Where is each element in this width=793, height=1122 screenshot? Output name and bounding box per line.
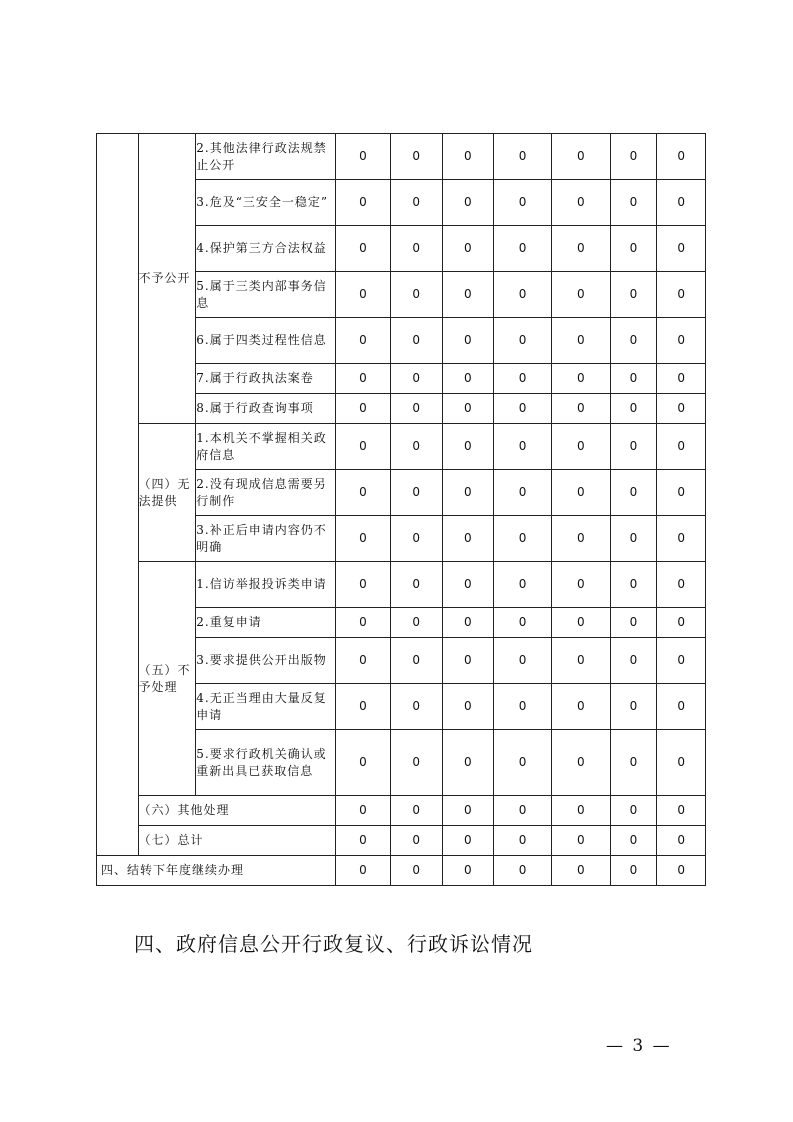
item-label: 7.属于行政执法案卷 bbox=[196, 364, 336, 394]
value-cell: 0 bbox=[390, 516, 442, 562]
value-cell: 0 bbox=[657, 684, 706, 730]
value-cell: 0 bbox=[336, 272, 391, 318]
item-label: 1.信访举报投诉类申请 bbox=[196, 562, 336, 608]
value-cell: 0 bbox=[610, 608, 657, 638]
value-cell: 0 bbox=[390, 318, 442, 364]
value-cell: 0 bbox=[610, 318, 657, 364]
value-cell: 0 bbox=[551, 796, 610, 826]
value-cell: 0 bbox=[442, 826, 494, 856]
table-row bbox=[97, 826, 706, 856]
value-cell: 0 bbox=[657, 470, 706, 516]
value-cell: 0 bbox=[336, 608, 391, 638]
value-cell: 0 bbox=[442, 226, 494, 272]
value-cell: 0 bbox=[336, 856, 391, 886]
value-cell: 0 bbox=[442, 470, 494, 516]
value-cell: 0 bbox=[657, 516, 706, 562]
value-cell: 0 bbox=[610, 796, 657, 826]
blank-column bbox=[97, 134, 139, 856]
value-cell: 0 bbox=[442, 180, 494, 226]
item-label: 4.保护第三方合法权益 bbox=[196, 226, 336, 272]
value-cell: 0 bbox=[442, 638, 494, 684]
value-cell: 0 bbox=[390, 856, 442, 886]
table-row bbox=[97, 424, 706, 470]
value-cell: 0 bbox=[336, 516, 391, 562]
item-label: 3.要求提供公开出版物 bbox=[196, 638, 336, 684]
item-label: 3.补正后申请内容仍不明确 bbox=[196, 516, 336, 562]
item-label: 8.属于行政查询事项 bbox=[196, 394, 336, 424]
value-cell: 0 bbox=[657, 608, 706, 638]
value-cell: 0 bbox=[657, 562, 706, 608]
value-cell: 0 bbox=[657, 796, 706, 826]
category-label: （四）无法提供 bbox=[138, 424, 196, 562]
value-cell: 0 bbox=[494, 134, 552, 180]
value-cell: 0 bbox=[442, 608, 494, 638]
value-cell: 0 bbox=[390, 272, 442, 318]
table-row bbox=[97, 856, 706, 886]
value-cell: 0 bbox=[657, 226, 706, 272]
summary-label: （六）其他处理 bbox=[138, 796, 336, 826]
value-cell: 0 bbox=[551, 134, 610, 180]
page-number: — 3 — bbox=[606, 1036, 672, 1056]
item-label: 5.属于三类内部事务信息 bbox=[196, 272, 336, 318]
value-cell: 0 bbox=[390, 134, 442, 180]
item-label: 5.要求行政机关确认或重新出具已获取信息 bbox=[196, 730, 336, 796]
statistics-table bbox=[96, 133, 706, 886]
item-label: 3.危及“三安全一稳定” bbox=[196, 180, 336, 226]
value-cell: 0 bbox=[336, 470, 391, 516]
value-cell: 0 bbox=[494, 318, 552, 364]
value-cell: 0 bbox=[494, 470, 552, 516]
value-cell: 0 bbox=[610, 272, 657, 318]
value-cell: 0 bbox=[610, 516, 657, 562]
value-cell: 0 bbox=[336, 226, 391, 272]
item-label: 6.属于四类过程性信息 bbox=[196, 318, 336, 364]
value-cell: 0 bbox=[610, 856, 657, 886]
value-cell: 0 bbox=[657, 134, 706, 180]
value-cell: 0 bbox=[494, 394, 552, 424]
value-cell: 0 bbox=[657, 318, 706, 364]
item-label: 2.重复申请 bbox=[196, 608, 336, 638]
section-heading: 四、政府信息公开行政复议、行政诉讼情况 bbox=[134, 932, 533, 956]
value-cell: 0 bbox=[657, 638, 706, 684]
value-cell: 0 bbox=[657, 394, 706, 424]
value-cell: 0 bbox=[494, 180, 552, 226]
value-cell: 0 bbox=[494, 608, 552, 638]
value-cell: 0 bbox=[610, 826, 657, 856]
value-cell: 0 bbox=[442, 516, 494, 562]
value-cell: 0 bbox=[494, 730, 552, 796]
value-cell: 0 bbox=[336, 424, 391, 470]
value-cell: 0 bbox=[336, 796, 391, 826]
value-cell: 0 bbox=[442, 562, 494, 608]
value-cell: 0 bbox=[442, 134, 494, 180]
value-cell: 0 bbox=[551, 180, 610, 226]
value-cell: 0 bbox=[551, 226, 610, 272]
value-cell: 0 bbox=[442, 364, 494, 394]
value-cell: 0 bbox=[610, 562, 657, 608]
value-cell: 0 bbox=[551, 470, 610, 516]
value-cell: 0 bbox=[336, 180, 391, 226]
table-row bbox=[97, 796, 706, 826]
category-label: （五）不予处理 bbox=[138, 562, 196, 796]
item-label: 2.其他法律行政法规禁止公开 bbox=[196, 134, 336, 180]
value-cell: 0 bbox=[442, 424, 494, 470]
value-cell: 0 bbox=[551, 272, 610, 318]
value-cell: 0 bbox=[390, 226, 442, 272]
value-cell: 0 bbox=[551, 856, 610, 886]
value-cell: 0 bbox=[551, 424, 610, 470]
value-cell: 0 bbox=[610, 394, 657, 424]
value-cell: 0 bbox=[551, 608, 610, 638]
value-cell: 0 bbox=[494, 562, 552, 608]
value-cell: 0 bbox=[442, 684, 494, 730]
value-cell: 0 bbox=[551, 826, 610, 856]
table-row bbox=[97, 562, 706, 608]
value-cell: 0 bbox=[551, 364, 610, 394]
item-label: 2.没有现成信息需要另行制作 bbox=[196, 470, 336, 516]
value-cell: 0 bbox=[442, 318, 494, 364]
value-cell: 0 bbox=[551, 318, 610, 364]
value-cell: 0 bbox=[610, 684, 657, 730]
value-cell: 0 bbox=[494, 364, 552, 394]
item-label: 4.无正当理由大量反复申请 bbox=[196, 684, 336, 730]
value-cell: 0 bbox=[494, 424, 552, 470]
value-cell: 0 bbox=[442, 730, 494, 796]
value-cell: 0 bbox=[551, 394, 610, 424]
value-cell: 0 bbox=[610, 180, 657, 226]
value-cell: 0 bbox=[336, 134, 391, 180]
value-cell: 0 bbox=[336, 394, 391, 424]
value-cell: 0 bbox=[610, 226, 657, 272]
value-cell: 0 bbox=[494, 684, 552, 730]
value-cell: 0 bbox=[551, 562, 610, 608]
value-cell: 0 bbox=[390, 608, 442, 638]
category-label: 不予公开 bbox=[138, 134, 196, 424]
value-cell: 0 bbox=[442, 394, 494, 424]
value-cell: 0 bbox=[390, 730, 442, 796]
summary-label: （七）总计 bbox=[138, 826, 336, 856]
value-cell: 0 bbox=[336, 318, 391, 364]
item-label: 1.本机关不掌握相关政府信息 bbox=[196, 424, 336, 470]
value-cell: 0 bbox=[657, 180, 706, 226]
value-cell: 0 bbox=[494, 516, 552, 562]
value-cell: 0 bbox=[551, 684, 610, 730]
value-cell: 0 bbox=[494, 826, 552, 856]
value-cell: 0 bbox=[494, 796, 552, 826]
value-cell: 0 bbox=[390, 796, 442, 826]
table-body bbox=[97, 134, 706, 886]
value-cell: 0 bbox=[657, 856, 706, 886]
value-cell: 0 bbox=[390, 424, 442, 470]
value-cell: 0 bbox=[336, 562, 391, 608]
value-cell: 0 bbox=[442, 272, 494, 318]
value-cell: 0 bbox=[336, 684, 391, 730]
value-cell: 0 bbox=[657, 424, 706, 470]
value-cell: 0 bbox=[336, 364, 391, 394]
value-cell: 0 bbox=[610, 730, 657, 796]
value-cell: 0 bbox=[551, 730, 610, 796]
value-cell: 0 bbox=[494, 226, 552, 272]
value-cell: 0 bbox=[390, 470, 442, 516]
value-cell: 0 bbox=[390, 364, 442, 394]
value-cell: 0 bbox=[494, 272, 552, 318]
value-cell: 0 bbox=[610, 364, 657, 394]
value-cell: 0 bbox=[657, 364, 706, 394]
value-cell: 0 bbox=[390, 638, 442, 684]
value-cell: 0 bbox=[494, 638, 552, 684]
value-cell: 0 bbox=[390, 684, 442, 730]
value-cell: 0 bbox=[390, 394, 442, 424]
value-cell: 0 bbox=[390, 826, 442, 856]
value-cell: 0 bbox=[494, 856, 552, 886]
value-cell: 0 bbox=[657, 826, 706, 856]
value-cell: 0 bbox=[551, 516, 610, 562]
value-cell: 0 bbox=[610, 134, 657, 180]
value-cell: 0 bbox=[610, 638, 657, 684]
value-cell: 0 bbox=[657, 272, 706, 318]
value-cell: 0 bbox=[390, 562, 442, 608]
value-cell: 0 bbox=[610, 424, 657, 470]
value-cell: 0 bbox=[657, 730, 706, 796]
value-cell: 0 bbox=[442, 796, 494, 826]
value-cell: 0 bbox=[336, 730, 391, 796]
value-cell: 0 bbox=[336, 826, 391, 856]
carry-over-label: 四、结转下年度继续办理 bbox=[97, 856, 336, 886]
value-cell: 0 bbox=[336, 638, 391, 684]
value-cell: 0 bbox=[610, 470, 657, 516]
value-cell: 0 bbox=[390, 180, 442, 226]
value-cell: 0 bbox=[442, 856, 494, 886]
value-cell: 0 bbox=[551, 638, 610, 684]
table-row bbox=[97, 134, 706, 180]
